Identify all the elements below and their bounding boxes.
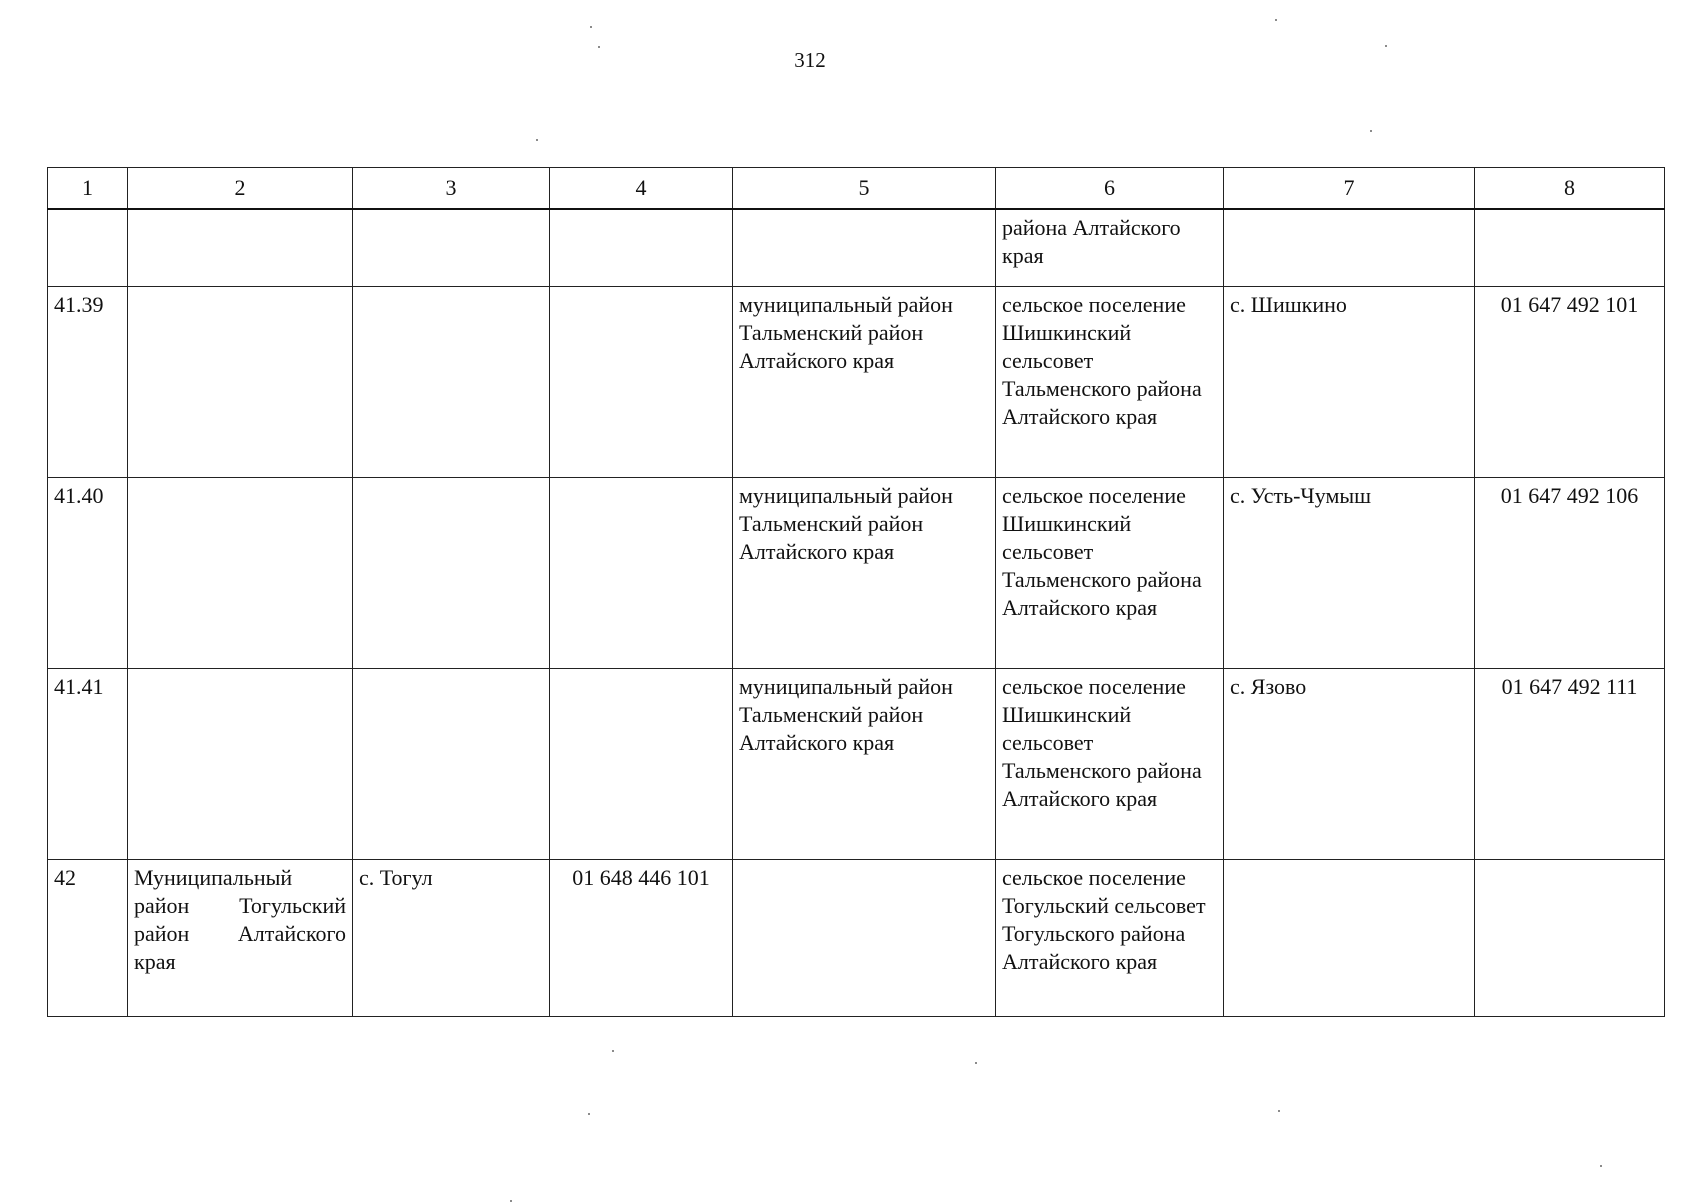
cell-oktmo-code: [1475, 209, 1665, 287]
cell-oktmo-code: [1475, 860, 1665, 1017]
scan-speck: [536, 139, 538, 141]
cell-oktmo-code: 01 647 492 111: [1475, 669, 1665, 860]
table-row: [48, 287, 1665, 478]
cell-locality: с. Шишкино: [1224, 287, 1475, 478]
cell-oktmo-district: [550, 478, 733, 669]
cell-settlement: сельское поселение Шишкинский сельсовет Тальменского района Алтайского края: [996, 669, 1224, 860]
column-number-row: [48, 168, 1665, 210]
cell-settlement: сельское поселение Шишкинский сельсовет Тальменского района Алтайского края: [996, 287, 1224, 478]
cell-municipal-district: [128, 478, 353, 669]
cell-municipal-district: [128, 669, 353, 860]
table-row: [48, 860, 1665, 1017]
table-row: [48, 478, 1665, 669]
cell-admin-center: [353, 669, 550, 860]
table-row: [48, 209, 1665, 287]
column-header: 1: [48, 168, 128, 210]
column-header: 6: [996, 168, 1224, 210]
cell-admin-center: [353, 209, 550, 287]
cell-municipal-district: [128, 287, 353, 478]
cell-number: 41.40: [48, 478, 128, 669]
cell-number: 42: [48, 860, 128, 1017]
scan-speck: [1278, 1110, 1280, 1112]
cell-number: 41.39: [48, 287, 128, 478]
cell-municipal-district: [128, 209, 353, 287]
cell-number: [48, 209, 128, 287]
column-header: 5: [733, 168, 996, 210]
cell-district: муниципальный район Тальменский район Алтайского края: [733, 669, 996, 860]
scan-speck: [975, 1062, 977, 1064]
cell-locality: с. Усть-Чумыш: [1224, 478, 1475, 669]
cell-number: 41.41: [48, 669, 128, 860]
cell-settlement: района Алтайского края: [996, 209, 1224, 287]
scan-speck: [1370, 130, 1372, 132]
column-header: 7: [1224, 168, 1475, 210]
cell-locality: с. Язово: [1224, 669, 1475, 860]
scan-speck: [612, 1050, 614, 1052]
cell-oktmo-district: [550, 209, 733, 287]
scan-speck: [588, 1113, 590, 1115]
scan-speck: [1275, 19, 1277, 21]
cell-district: муниципальный район Тальменский район Алтайского края: [733, 287, 996, 478]
scan-speck: [598, 46, 600, 48]
page-number: 312: [794, 48, 826, 72]
cell-district: [733, 209, 996, 287]
cell-municipal-district: Муниципальный район Тогульский район Алтайского края: [128, 860, 353, 1017]
cell-oktmo-code: 01 647 492 101: [1475, 287, 1665, 478]
settlements-table: [47, 167, 1665, 1017]
cell-admin-center: [353, 478, 550, 669]
cell-oktmo-code: 01 647 492 106: [1475, 478, 1665, 669]
cell-district: муниципальный район Тальменский район Алтайского края: [733, 478, 996, 669]
column-header: 3: [353, 168, 550, 210]
cell-locality: [1224, 209, 1475, 287]
column-header: 4: [550, 168, 733, 210]
column-header: 8: [1475, 168, 1665, 210]
cell-oktmo-district: [550, 669, 733, 860]
cell-district: [733, 860, 996, 1017]
table-row: [48, 669, 1665, 860]
column-header: 2: [128, 168, 353, 210]
cell-oktmo-district: [550, 287, 733, 478]
cell-locality: [1224, 860, 1475, 1017]
cell-settlement: сельское поселение Тогульский сельсовет Тогульского района Алтайского края: [996, 860, 1224, 1017]
cell-oktmo-district: 01 648 446 101: [550, 860, 733, 1017]
scan-speck: [1385, 45, 1387, 47]
cell-admin-center: [353, 287, 550, 478]
cell-admin-center: с. Тогул: [353, 860, 550, 1017]
scan-speck: [1600, 1165, 1602, 1167]
cell-settlement: сельское поселение Шишкинский сельсовет Тальменского района Алтайского края: [996, 478, 1224, 669]
scan-speck: [590, 26, 592, 28]
